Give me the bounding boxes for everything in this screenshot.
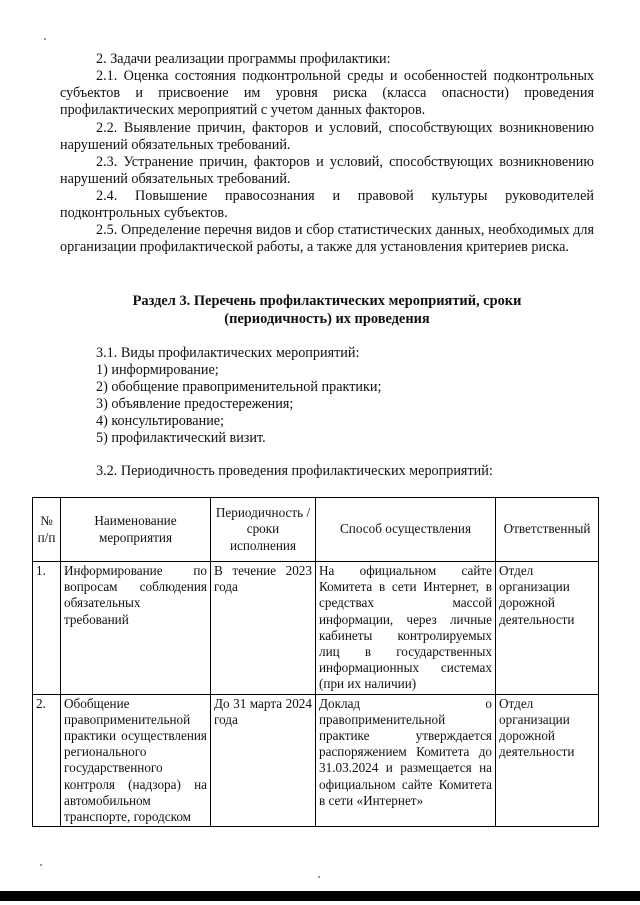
- list-item: 4) консультирование;: [96, 413, 225, 429]
- section-3-heading-line-1: Раздел 3. Перечень профилактических мероприятий, сроки: [132, 293, 522, 309]
- row-period: В течение 2023 года: [211, 562, 316, 695]
- table-header-row: [33, 498, 599, 562]
- list-item: 2) обобщение правоприменительной практики;: [96, 379, 382, 395]
- header-method: Способ осуществления: [316, 498, 496, 562]
- row-method: На официальном сайте Комитета в сети Интернет, в средствах массой информации, через личные кабинеты контролируемых лиц в государственных информационных системах (при их наличии): [316, 562, 496, 695]
- section-2-item-4: 2.4. Повышение правосознания и правовой культуры руководителей подконтрольных субъектов.: [60, 188, 594, 221]
- scan-speck: [318, 876, 320, 878]
- types-list: [96, 345, 596, 447]
- header-name: Наименование мероприятия: [61, 498, 211, 562]
- section-2-item-2: 2.2. Выявление причин, факторов и условий, способствующих возникновению нарушений обязательных требований.: [60, 120, 594, 153]
- row-responsible: Отдел организации дорожной деятельности: [496, 694, 599, 827]
- row-responsible: Отдел организации дорожной деятельности: [496, 562, 599, 695]
- scan-edge-bar: [0, 891, 640, 901]
- list-item: 5) профилактический визит.: [96, 430, 266, 446]
- types-subtitle: 3.1. Виды профилактических мероприятий:: [96, 345, 360, 361]
- scan-speck: [44, 38, 46, 40]
- section-2-item-3: 2.3. Устранение причин, факторов и условий, способствующих возникновению нарушений обязательных требований.: [60, 154, 594, 187]
- table-row: [33, 562, 599, 695]
- activities-table: [32, 497, 599, 827]
- row-name: Информирование по вопросам соблюдения обязательных требований: [61, 562, 211, 695]
- scan-speck: [40, 864, 42, 866]
- section-2-title: 2. Задачи реализации программы профилактики:: [96, 51, 391, 67]
- header-responsible: Ответственный: [496, 498, 599, 562]
- row-method: Доклад о правоприменительной практике утверждается распоряжением Комитета до 31.03.2024 и размещается на официальном сайте Комитета в сети «Интернет»: [316, 694, 496, 827]
- periodicity-subtitle: 3.2. Периодичность проведения профилактических мероприятий:: [96, 463, 493, 479]
- row-period: До 31 марта 2024 года: [211, 694, 316, 827]
- row-num: 1.: [33, 562, 61, 695]
- section-2-item-5: 2.5. Определение перечня видов и сбор статистических данных, необходимых для организации профилактической работы, а также для установления критериев риска.: [60, 222, 594, 255]
- header-period: Периодичность / сроки исполнения: [211, 498, 316, 562]
- list-item: 3) объявление предостережения;: [96, 396, 294, 412]
- list-item: 1) информирование;: [96, 362, 219, 378]
- row-num: 2.: [33, 694, 61, 827]
- row-name: Обобщение правоприменительной практики осуществления регионального государственного контроля (надзора) на автомобильном транспорте, городском: [61, 694, 211, 827]
- section-2-item-1: 2.1. Оценка состояния подконтрольной среды и особенностей подконтрольных субъектов и присвоение им уровня риска (класса опасности) проведения профилактических мероприятий с учетом данных факторов.: [60, 68, 594, 118]
- header-num: № п/п: [33, 498, 61, 562]
- table-row: [33, 694, 599, 827]
- section-3-heading-line-2: (периодичность) их проведения: [224, 311, 430, 327]
